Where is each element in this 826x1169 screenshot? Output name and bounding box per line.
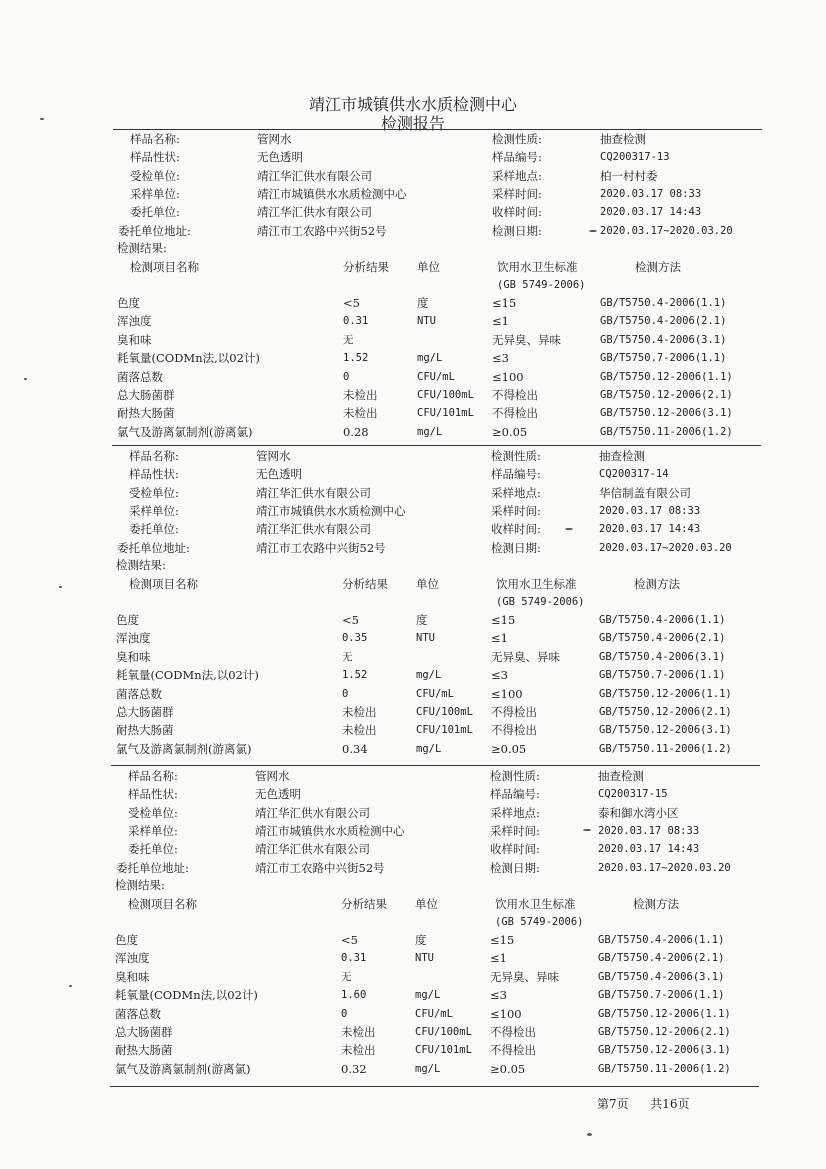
field-label-sample-state: 样品性状: [129, 467, 179, 482]
row-unit: CFU/101mL [417, 407, 474, 420]
field-value-sampling-unit: 靖江市城镇供水水质检测中心 [257, 186, 407, 201]
field-value-sample-state: 无色透明 [256, 467, 302, 482]
field-label-client-unit: 委托单位: [130, 205, 180, 220]
field-label-client-unit: 委托单位: [129, 522, 179, 537]
row-method: GB/T5750.4-2006(2.1) [598, 952, 725, 965]
org-title: 靖江市城镇供水水质检测中心 [308, 95, 517, 114]
field-label-sampling-time: 采样时间: [492, 186, 542, 201]
field-label-sampling-unit: 采样单位: [129, 503, 179, 518]
row-standard: ≤3 [491, 668, 508, 683]
field-value-sample-no: CQ200317-15 [598, 788, 668, 801]
row-standard: ≤100 [490, 1006, 522, 1021]
column-header-unit: 单位 [417, 260, 440, 274]
field-value-sampling-time: 2020.03.17 08:33 [598, 824, 700, 837]
field-label-nature: 检测性质: [491, 449, 541, 463]
row-result: 0.34 [342, 741, 368, 756]
column-header-result: 分析结果 [343, 260, 389, 274]
row-result: 未检出 [343, 406, 378, 421]
row-standard: 不得检出 [490, 1025, 536, 1039]
row-method: GB/T5750.4-2006(3.1) [599, 650, 726, 663]
scan-speck [583, 829, 591, 831]
row-standard: ≤100 [491, 686, 523, 701]
row-standard: ≤100 [492, 369, 524, 384]
row-unit: mg/L [415, 989, 441, 1002]
field-value-sample-name: 管网水 [256, 449, 291, 463]
row-result: 未检出 [341, 1025, 376, 1039]
row-unit: 度 [416, 613, 428, 627]
field-value-client-unit: 靖江华汇供水有限公司 [255, 842, 370, 857]
page-total: 共16页 [650, 1097, 690, 1111]
row-result: 无 [343, 333, 354, 346]
row-standard: ≤1 [490, 951, 507, 966]
field-value-nature: 抽查检测 [600, 132, 646, 146]
row-item: 菌落总数 [116, 686, 162, 701]
row-item: 耗氧量(CODMn法,以02计) [117, 351, 260, 366]
section-divider [112, 445, 761, 446]
field-label-sample-no: 样品编号: [492, 150, 542, 165]
column-header-method: 检测方法 [634, 577, 680, 591]
field-value-sample-state: 无色透明 [255, 787, 301, 802]
row-method: GB/T5750.12-2006(3.1) [600, 407, 733, 420]
results-heading: 检测结果: [115, 878, 165, 892]
row-item: 耐热大肠菌 [117, 406, 175, 421]
row-method: GB/T5750.12-2006(3.1) [598, 1044, 731, 1057]
row-result: <5 [341, 933, 358, 947]
row-standard: ≥0.05 [490, 1061, 526, 1076]
field-value-client-unit: 靖江华汇供水有限公司 [257, 205, 372, 220]
row-standard: 无异臭、异味 [492, 332, 561, 347]
row-method: GB/T5750.4-2006(3.1) [598, 970, 725, 983]
field-label-sample-state: 样品性状: [130, 150, 180, 165]
row-item: 氯气及游离氯制剂(游离氯) [117, 424, 253, 439]
row-unit: CFU/mL [416, 687, 454, 700]
field-value-sampling-unit: 靖江市城镇供水水质检测中心 [256, 503, 406, 518]
row-standard: 不得检出 [491, 705, 537, 719]
field-label-test-date: 检测日期: [491, 540, 541, 555]
row-result: 未检出 [343, 388, 378, 402]
field-value-inspected-unit: 靖江华汇供水有限公司 [255, 805, 370, 820]
column-header-standard: 饮用水卫生标准 [496, 577, 577, 591]
row-unit: CFU/101mL [416, 724, 473, 737]
field-label-client-address: 委托单位地址: [118, 223, 191, 238]
field-label-inspected-unit: 受检单位: [129, 485, 179, 500]
row-unit: CFU/100mL [415, 1026, 472, 1038]
row-result: 未检出 [342, 723, 377, 738]
row-method: GB/T5750.12-2006(3.1) [599, 724, 732, 737]
row-method: GB/T5750.4-2006(1.1) [600, 297, 727, 309]
column-header-item: 检测项目名称 [130, 260, 199, 274]
field-label-client-address: 委托单位地址: [116, 860, 189, 875]
field-value-test-date: 2020.03.17~2020.03.20 [598, 861, 731, 874]
row-method: GB/T5750.12-2006(2.1) [599, 706, 732, 718]
row-unit: NTU [417, 315, 436, 328]
row-standard: ≤15 [492, 296, 517, 310]
field-value-receive-time: 2020.03.17 14:43 [598, 843, 700, 856]
row-result: 0.28 [343, 424, 369, 439]
scan-speck [24, 378, 27, 380]
field-label-location: 采样地点: [491, 485, 541, 500]
row-result: 1.60 [341, 989, 367, 1002]
row-unit: 度 [415, 933, 427, 947]
results-heading: 检测结果: [117, 241, 167, 255]
field-label-test-date: 检测日期: [490, 860, 540, 875]
row-result: 0.31 [341, 952, 367, 965]
column-header-result: 分析结果 [341, 897, 387, 911]
scan-speck [59, 586, 62, 588]
row-method: GB/T5750.12-2006(2.1) [600, 389, 733, 401]
page-number: 第7页 [597, 1097, 629, 1111]
row-standard: 不得检出 [490, 1043, 536, 1058]
field-value-sample-no: CQ200317-13 [600, 151, 670, 164]
field-label-nature: 检测性质: [490, 769, 540, 783]
field-value-test-date: 2020.03.17~2020.03.20 [599, 541, 732, 554]
row-item: 浑浊度 [115, 951, 150, 966]
row-item: 总大肠菌群 [117, 388, 175, 402]
field-value-location: 泰和御水湾小区 [598, 805, 679, 820]
row-result: 0 [343, 370, 350, 383]
row-unit: mg/L [416, 669, 442, 682]
field-value-test-date: 2020.03.17~2020.03.20 [600, 224, 733, 237]
row-standard: ≤15 [490, 933, 515, 947]
row-method: GB/T5750.7-2006(1.1) [600, 352, 727, 365]
row-item: 总大肠菌群 [116, 705, 174, 719]
row-item: 耐热大肠菌 [116, 723, 174, 738]
row-method: GB/T5750.11-2006(1.2) [599, 742, 732, 755]
row-item: 氯气及游离氯制剂(游离氯) [116, 741, 252, 756]
row-result: 未检出 [342, 705, 377, 719]
row-result: 1.52 [342, 669, 368, 682]
row-standard: ≤15 [491, 613, 516, 627]
row-standard: 不得检出 [492, 388, 538, 402]
row-method: GB/T5750.4-2006(3.1) [600, 333, 727, 346]
field-value-receive-time: 2020.03.17 14:43 [600, 206, 702, 219]
field-value-client-address: 靖江市工农路中兴街52号 [257, 223, 387, 238]
row-item: 总大肠菌群 [115, 1025, 173, 1039]
row-method: GB/T5750.12-2006(1.1) [599, 687, 732, 700]
scan-speck [587, 1133, 592, 1136]
field-value-sample-name: 管网水 [255, 769, 290, 783]
row-unit: CFU/101mL [415, 1044, 472, 1057]
row-unit: CFU/mL [415, 1007, 453, 1020]
scan-speck [40, 118, 44, 120]
section-divider [113, 129, 762, 130]
row-method: GB/T5750.7-2006(1.1) [598, 989, 725, 1002]
field-label-sample-state: 样品性状: [128, 787, 178, 802]
row-result: <5 [342, 613, 359, 627]
row-standard: ≥0.05 [492, 424, 528, 439]
row-method: GB/T5750.4-2006(1.1) [599, 614, 726, 626]
column-header-item: 检测项目名称 [128, 897, 197, 911]
field-label-test-date: 检测日期: [492, 223, 542, 238]
row-result: 无 [342, 650, 353, 663]
row-item: 菌落总数 [115, 1006, 161, 1021]
field-label-sample-name: 样品名称: [130, 132, 180, 146]
field-value-client-address: 靖江市工农路中兴街52号 [256, 540, 386, 555]
row-item: 臭和味 [117, 332, 152, 347]
column-header-item: 检测项目名称 [129, 577, 198, 591]
row-standard: 无异臭、异味 [490, 969, 559, 984]
field-label-inspected-unit: 受检单位: [130, 168, 180, 183]
column-header-standard: 饮用水卫生标准 [497, 260, 578, 274]
row-result: 0.35 [342, 632, 368, 645]
row-item: 臭和味 [116, 649, 151, 664]
field-label-location: 采样地点: [492, 168, 542, 183]
row-standard: ≤1 [491, 631, 508, 646]
field-label-sample-name: 样品名称: [128, 769, 178, 783]
field-value-sampling-unit: 靖江市城镇供水水质检测中心 [255, 823, 405, 838]
scan-speck [589, 230, 597, 232]
column-header-unit: 单位 [416, 577, 439, 591]
field-label-sampling-unit: 采样单位: [128, 823, 178, 838]
row-result: 无 [341, 970, 352, 983]
field-label-sample-no: 样品编号: [491, 467, 541, 482]
field-label-client-unit: 委托单位: [128, 842, 178, 857]
row-standard: 不得检出 [492, 406, 538, 421]
row-result: 0 [341, 1007, 348, 1020]
row-method: GB/T5750.11-2006(1.2) [598, 1062, 731, 1075]
report-title: 检测报告 [380, 114, 445, 133]
field-label-sample-name: 样品名称: [129, 449, 179, 463]
scan-speck [69, 985, 72, 987]
row-item: 菌落总数 [117, 369, 163, 384]
field-value-sample-state: 无色透明 [257, 150, 303, 165]
row-method: GB/T5750.4-2006(2.1) [599, 632, 726, 645]
section-divider [110, 1086, 759, 1087]
row-item: 色度 [115, 933, 138, 947]
field-label-sample-no: 样品编号: [490, 787, 540, 802]
results-heading: 检测结果: [116, 558, 166, 572]
page-footer [597, 1095, 690, 1112]
row-method: GB/T5750.12-2006(1.1) [598, 1007, 731, 1020]
column-header-standard-ref: (GB 5749-2006) [495, 916, 584, 928]
column-header-result: 分析结果 [342, 577, 388, 591]
row-unit: CFU/100mL [417, 389, 474, 401]
row-method: GB/T5750.12-2006(2.1) [598, 1026, 731, 1038]
row-standard: ≤3 [490, 988, 507, 1003]
field-label-receive-time: 收样时间: [490, 842, 540, 857]
row-unit: mg/L [417, 352, 443, 365]
row-unit: 度 [417, 296, 429, 310]
row-standard: ≤3 [492, 351, 509, 366]
row-result: 0.32 [341, 1061, 367, 1076]
row-unit: NTU [416, 632, 435, 645]
column-header-standard-ref: (GB 5749-2006) [496, 596, 585, 608]
row-item: 色度 [116, 613, 139, 627]
row-unit: CFU/mL [417, 370, 455, 383]
field-label-inspected-unit: 受检单位: [128, 805, 178, 820]
row-standard: 不得检出 [491, 723, 537, 738]
row-item: 耗氧量(CODMn法,以02计) [116, 668, 259, 683]
row-method: GB/T5750.7-2006(1.1) [599, 669, 726, 682]
row-unit: CFU/100mL [416, 706, 473, 718]
row-method: GB/T5750.11-2006(1.2) [600, 425, 733, 438]
column-header-standard: 饮用水卫生标准 [495, 897, 576, 911]
row-method: GB/T5750.4-2006(2.1) [600, 315, 727, 328]
row-unit: mg/L [415, 1062, 441, 1075]
row-result: 0.31 [343, 315, 369, 328]
field-value-client-address: 靖江市工农路中兴街52号 [255, 860, 385, 875]
column-header-method: 检测方法 [633, 897, 679, 911]
row-result: <5 [343, 296, 360, 310]
field-value-sample-name: 管网水 [257, 132, 292, 146]
column-header-method: 检测方法 [635, 260, 681, 274]
row-item: 臭和味 [115, 969, 150, 984]
row-result: 未检出 [341, 1043, 376, 1058]
row-result: 0 [342, 687, 349, 700]
row-standard: ≤1 [492, 314, 509, 329]
row-standard: 无异臭、异味 [491, 649, 560, 664]
row-result: 1.52 [343, 352, 369, 365]
field-value-sampling-time: 2020.03.17 08:33 [599, 504, 701, 517]
row-item: 耐热大肠菌 [115, 1043, 173, 1058]
field-label-sampling-time: 采样时间: [491, 503, 541, 518]
field-value-inspected-unit: 靖江华汇供水有限公司 [256, 485, 371, 500]
field-value-receive-time: 2020.03.17 14:43 [599, 523, 701, 536]
section-divider [111, 765, 760, 766]
field-value-client-unit: 靖江华汇供水有限公司 [256, 522, 371, 537]
field-value-location: 华信制盖有限公司 [599, 485, 691, 500]
field-label-sampling-time: 采样时间: [490, 823, 540, 838]
row-item: 浑浊度 [117, 314, 152, 329]
row-unit: mg/L [417, 425, 443, 438]
field-value-inspected-unit: 靖江华汇供水有限公司 [257, 168, 372, 183]
row-item: 浑浊度 [116, 631, 151, 646]
row-method: GB/T5750.12-2006(1.1) [600, 370, 733, 383]
field-value-nature: 抽查检测 [598, 769, 644, 783]
field-label-sampling-unit: 采样单位: [130, 186, 180, 201]
field-label-location: 采样地点: [490, 805, 540, 820]
row-method: GB/T5750.4-2006(1.1) [598, 934, 725, 946]
field-value-location: 柏一村村委 [600, 168, 658, 183]
row-unit: mg/L [416, 742, 442, 755]
field-label-client-address: 委托单位地址: [117, 540, 190, 555]
field-label-receive-time: 收样时间: [492, 205, 542, 220]
field-value-sample-no: CQ200317-14 [599, 468, 669, 481]
row-item: 耗氧量(CODMn法,以02计) [115, 988, 258, 1003]
row-item: 氯气及游离氯制剂(游离氯) [115, 1061, 251, 1076]
row-standard: ≥0.05 [491, 741, 527, 756]
field-value-nature: 抽查检测 [599, 449, 645, 463]
scan-speck [565, 528, 573, 530]
column-header-unit: 单位 [415, 897, 438, 911]
field-label-nature: 检测性质: [492, 132, 542, 146]
field-label-receive-time: 收样时间: [491, 522, 541, 537]
row-item: 色度 [117, 296, 140, 310]
field-value-sampling-time: 2020.03.17 08:33 [600, 187, 702, 200]
column-header-standard-ref: (GB 5749-2006) [497, 279, 586, 291]
row-unit: NTU [415, 952, 434, 965]
